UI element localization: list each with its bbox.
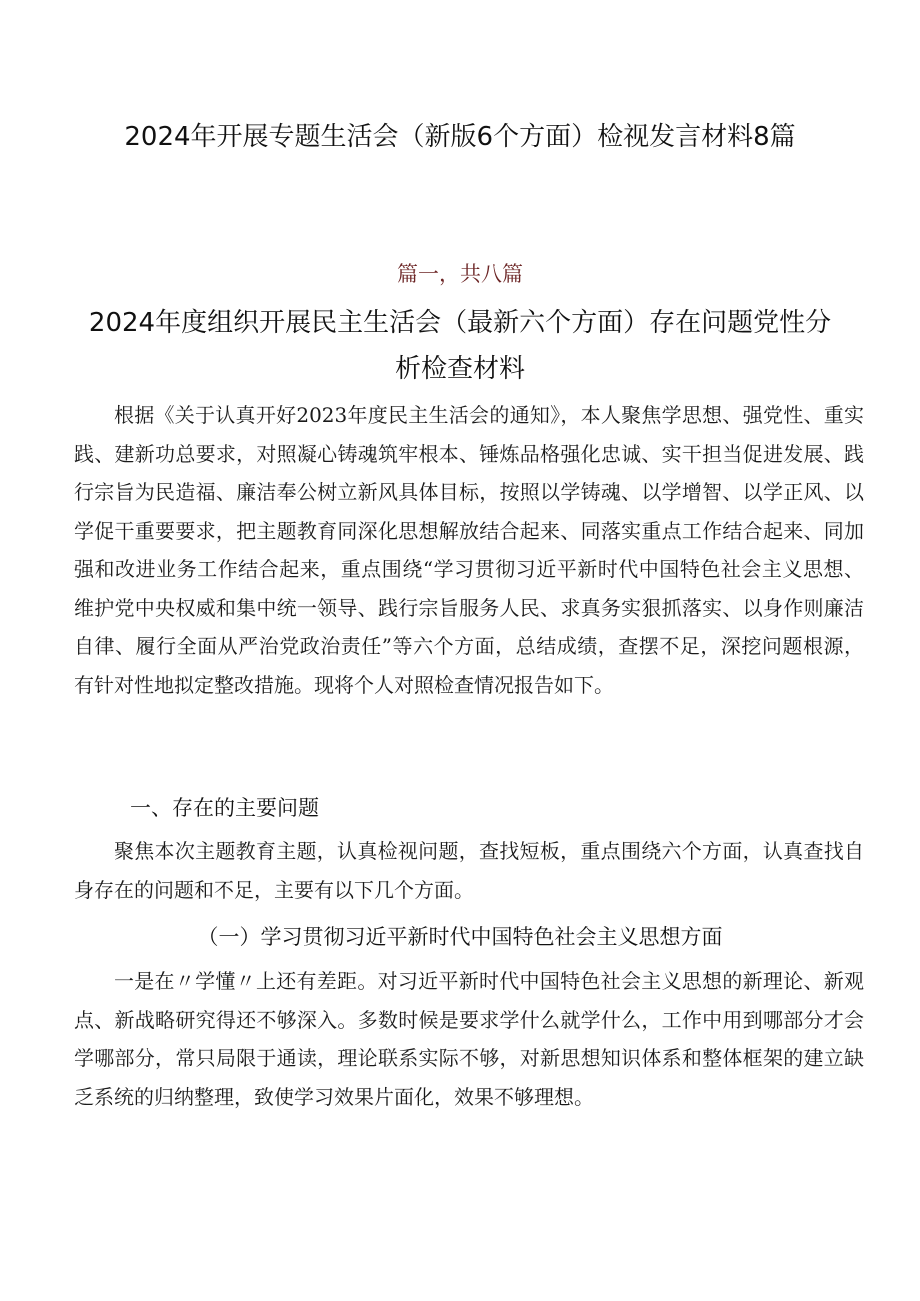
section-heading: 一、存在的主要问题 bbox=[130, 796, 319, 820]
document-title: 2024年开展专题生活会（新版6个方面）检视发言材料8篇 bbox=[124, 122, 796, 152]
part-title: 2024年度组织开展民主生活会（最新六个方面）存在问题党性分析检查材料 bbox=[88, 308, 832, 384]
subsection-heading: （一）学习贯彻习近平新时代中国特色社会主义思想方面 bbox=[197, 925, 723, 949]
section-intro-paragraph: 聚焦本次主题教育主题，认真检视问题，查找短板，重点围绕六个方面，认真查找自身存在的问题和不足，主要有以下几个方面。 bbox=[74, 839, 864, 902]
subsection-paragraph: 一是在〃学懂〃上还有差距。对习近平新时代中国特色社会主义思想的新理论、新观点、新战略研究得还不够深入。多数时候是要求学什么就学什么，工作中用到哪部分才会学哪部分，常只局限于通读，理论联系实际不够，对新思想知识体系和整体框架的建立缺乏系统的归纳整理，致使学习效果片面化，效果不够理想。 bbox=[74, 969, 864, 1109]
intro-paragraph: 根据《关于认真开好2023年度民主生活会的通知》，本人聚焦学思想、强党性、重实践、建新功总要求，对照凝心铸魂筑牢根本、锤炼品格强化忠诚、实干担当促进发展、践行宗旨为民造福、廉洁奉公树立新风具体目标，按照以学铸魂、以学增智、以学正风、以学促干重要要求，把主题教育同深化思想解放结合起来、同落实重点工作结合起来、同加强和改进业务工作结合起来，重点围绕“学习贯彻习近平新时代中国特色社会主义思想、维护党中央权威和集中统一领导、践行宗旨服务人民、求真务实狠抓落实、以身作则廉洁自律、履行全面从严治党政治责任”等六个方面，总结成绩，查摆不足，深挖问题根源，有针对性地拟定整改措施。现将个人对照检查情况报告如下。 bbox=[74, 403, 864, 697]
part-label: 篇一，共八篇 bbox=[397, 262, 523, 286]
